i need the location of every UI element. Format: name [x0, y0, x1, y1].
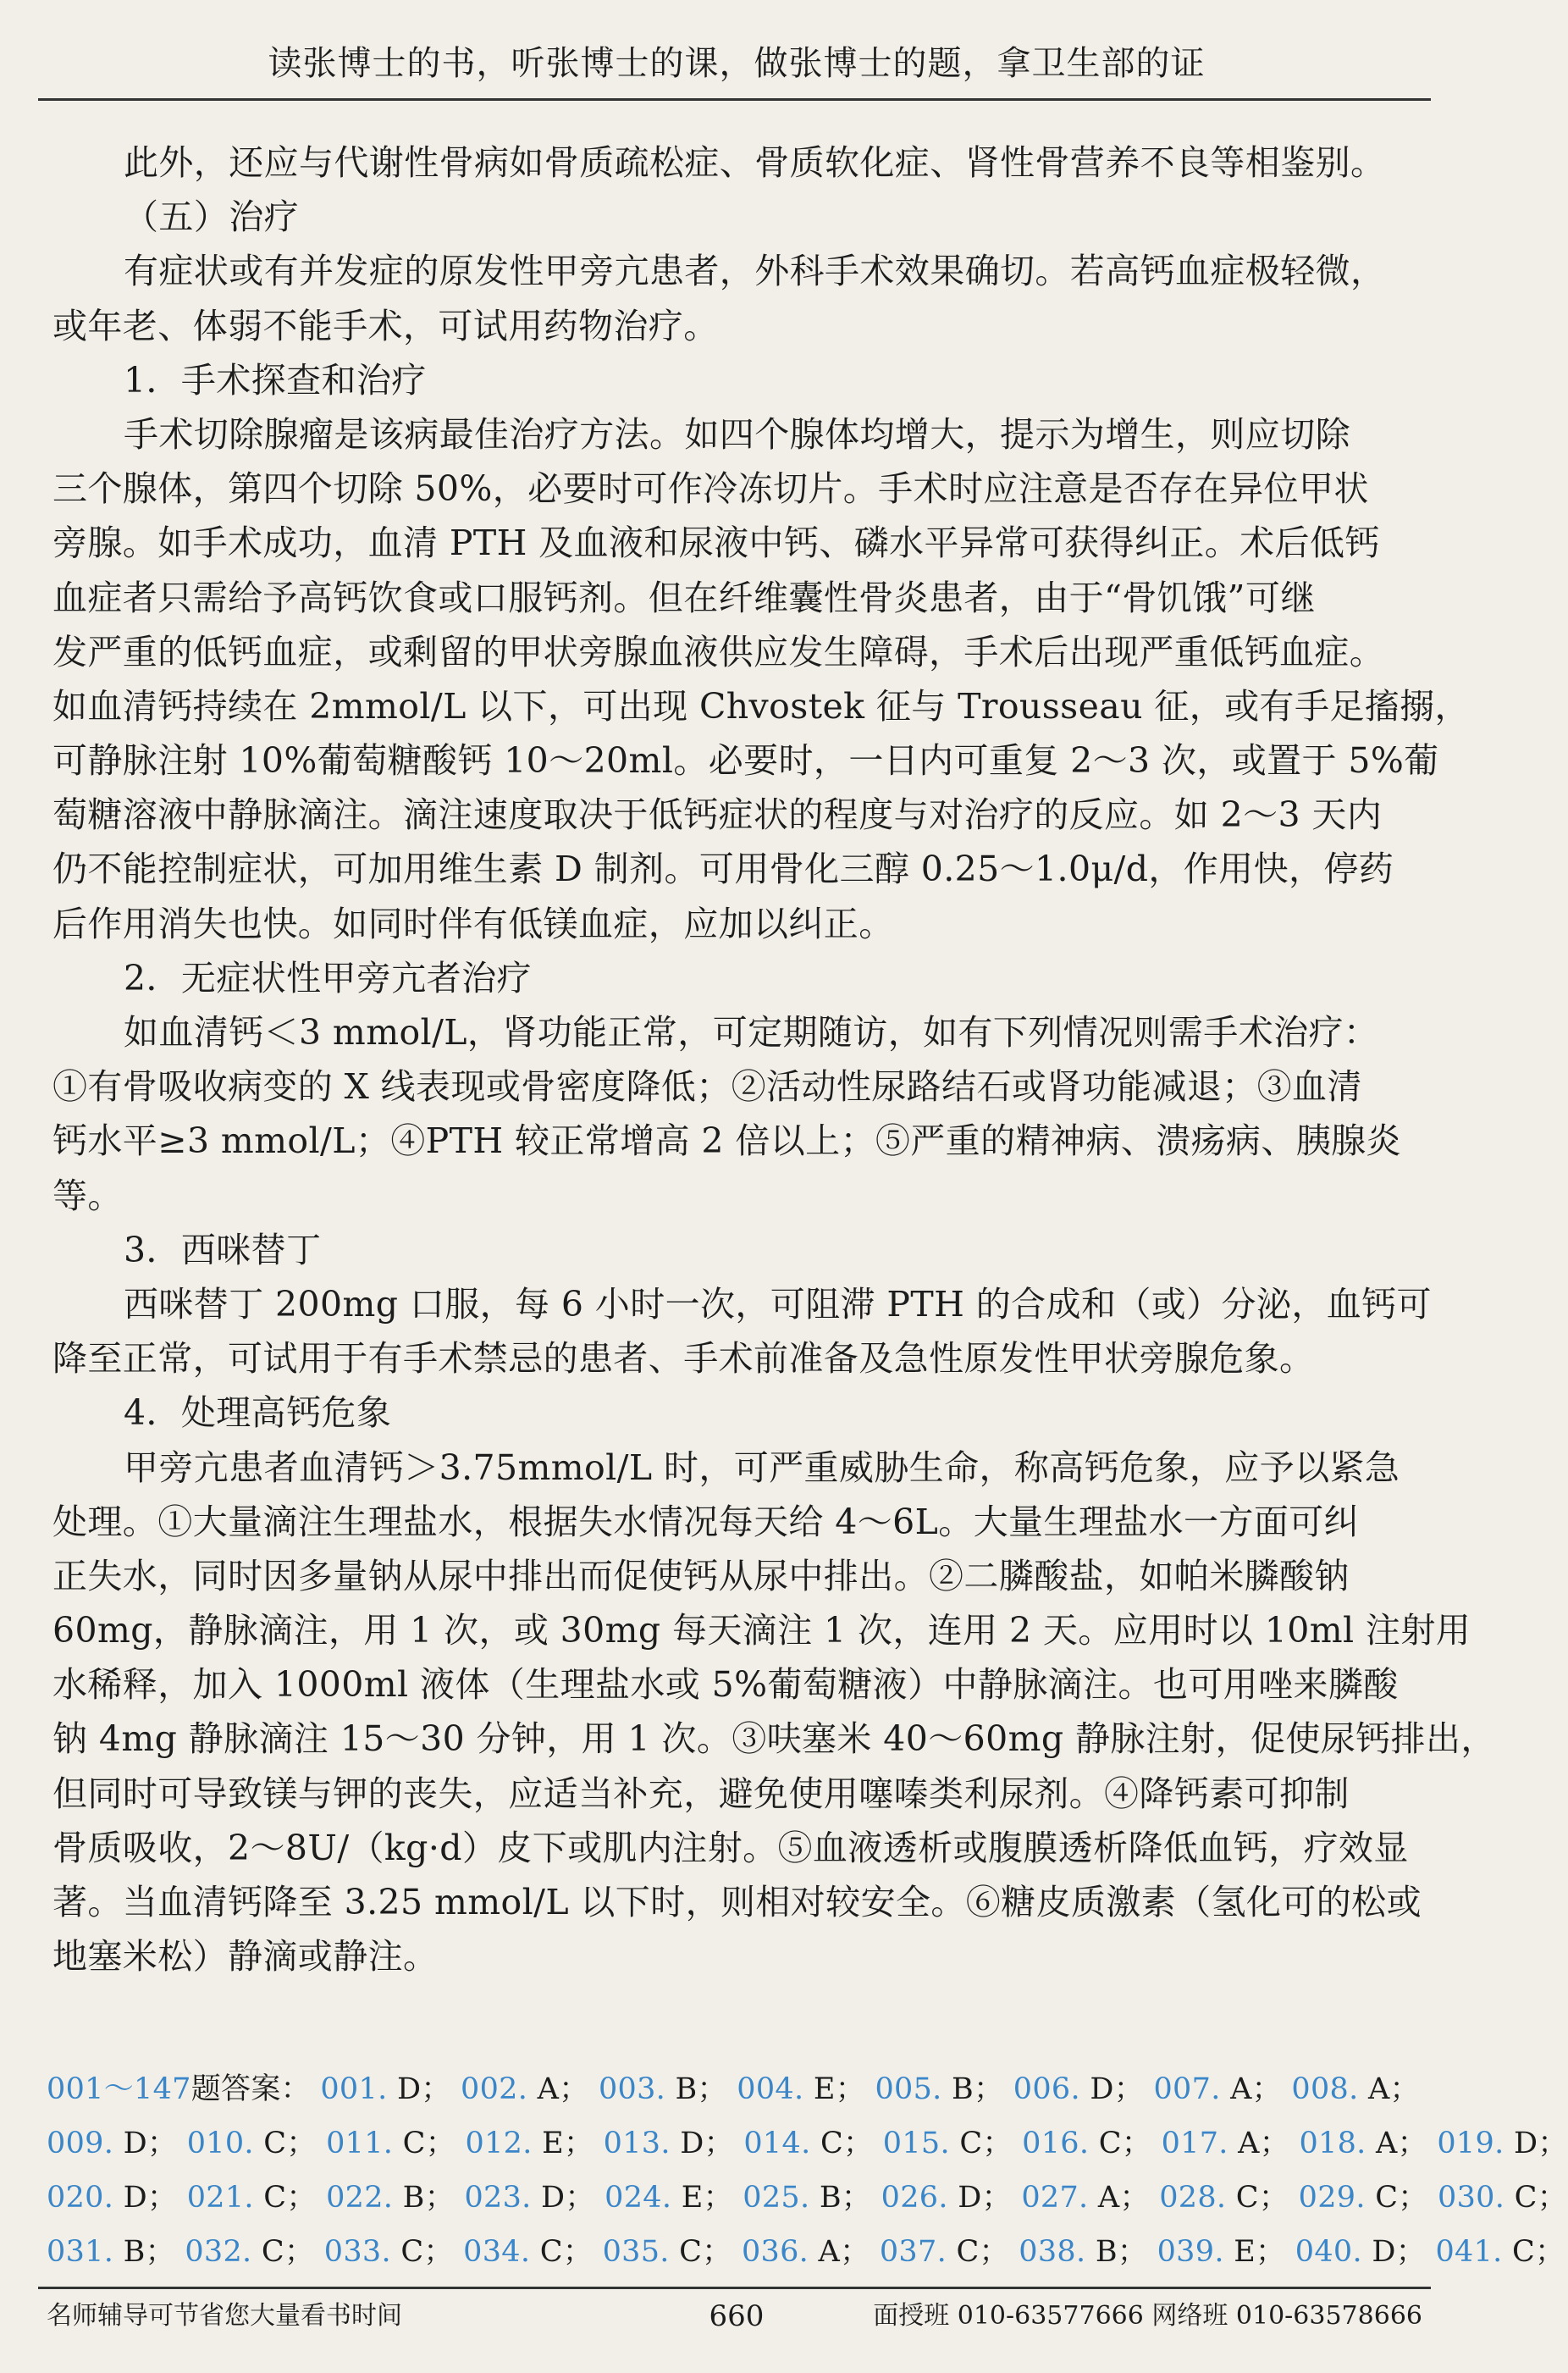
- text-line: 骨质吸收，2～8U/（kg·d）皮下或肌内注射。⑤血液透析或腹膜透析降低血钙，疗效显: [52, 1827, 1409, 1868]
- question-number: 033.: [323, 2235, 391, 2269]
- footer-contact: 面授班 010-63577666 网络班 010-63578666: [873, 2301, 1422, 2331]
- question-number: 008.: [1291, 2072, 1359, 2106]
- question-number: 012.: [465, 2127, 533, 2160]
- running-header: 读张博士的书，听张博士的课，做张博士的题，拿卫生部的证: [268, 44, 1206, 83]
- question-number: 004.: [737, 2072, 804, 2106]
- answer-letter: C: [261, 2235, 285, 2269]
- question-number: 014.: [743, 2127, 811, 2160]
- answer-letter: C: [679, 2235, 703, 2269]
- question-number: 039.: [1157, 2235, 1224, 2269]
- answer-letter: E: [681, 2181, 704, 2215]
- question-number: 022.: [326, 2181, 394, 2215]
- question-number: 001.: [320, 2072, 388, 2106]
- answer-key: [47, 2062, 1568, 2279]
- answer-letter: B: [402, 2181, 425, 2215]
- text-line: 发严重的低钙血症，或剩留的甲状旁腺血液供应发生障碍，手术后出现严重低钙血症。: [52, 631, 1385, 672]
- text-line: 后作用消失也快。如同时伴有低镁血症，应加以纠正。: [52, 903, 894, 944]
- text-line: 旁腺。如手术成功，血清 PTH 及血液和尿液中钙、磷水平异常可获得纠正。术后低钙: [52, 523, 1380, 564]
- question-number: 036.: [741, 2235, 809, 2269]
- answer-letter: D: [1090, 2072, 1114, 2106]
- answer-letter: C: [263, 2127, 287, 2160]
- text-line: 此外，还应与代谢性骨病如骨质疏松症、骨质软化症、肾性骨营养不良等相鉴别。: [124, 142, 1386, 183]
- text-line: 等。: [52, 1175, 123, 1216]
- question-number: 031.: [47, 2235, 114, 2269]
- answer-letter: A: [1367, 2072, 1390, 2106]
- text-line: 三个腺体，第四个切除 50%，必要时可作冷冻切片。手术时应注意是否存在异位甲状: [52, 468, 1369, 510]
- answer-letter: C: [1514, 2181, 1538, 2215]
- question-number: 017.: [1161, 2127, 1228, 2160]
- footer-rule: [38, 2287, 1431, 2289]
- text-line: 但同时可导致镁与钾的丧失，应适当补充，避免使用噻嗪类利尿剂。④降钙素可抑制: [52, 1773, 1350, 1814]
- answer-range: 001～147: [47, 2072, 191, 2106]
- question-number: 020.: [47, 2181, 114, 2215]
- question-number: 025.: [743, 2181, 810, 2215]
- page-number: 660: [709, 2299, 765, 2333]
- text-line: 有症状或有并发症的原发性甲旁亢患者，外科手术效果确切。若高钙血症极轻微，: [124, 251, 1386, 292]
- answer-letter: C: [263, 2181, 287, 2215]
- question-number: 041.: [1435, 2235, 1503, 2269]
- answer-letter: E: [542, 2127, 564, 2160]
- question-number: 027.: [1021, 2181, 1089, 2215]
- body-text: [52, 136, 1496, 1983]
- question-number: 030.: [1438, 2181, 1505, 2215]
- answer-letter: A: [1376, 2127, 1398, 2160]
- answer-row: 009. D； 010. C； 011. C； 012. E； 013. D； 014. C； 015. C； 016. C； 017. A； 018. A； 019. D；: [47, 2127, 1568, 2160]
- text-line: 可静脉注射 10%葡萄糖酸钙 10～20ml。必要时，一日内可重复 2～3 次，或置于 5%葡: [52, 740, 1439, 782]
- answer-letter: C: [1375, 2181, 1399, 2215]
- answer-label: 题答案：: [190, 2072, 311, 2106]
- text-line: 西咪替丁 200mg 口服，每 6 小时一次，可阻滞 PTH 的合成和（或）分泌，血钙可: [124, 1283, 1432, 1325]
- question-number: 007.: [1153, 2072, 1221, 2106]
- question-number: 018.: [1299, 2127, 1366, 2160]
- answer-letter: B: [675, 2072, 698, 2106]
- text-line: 钠 4mg 静脉滴注 15～30 分钟，用 1 次。③呋塞米 40～60mg 静脉注射，促使尿钙排出，: [52, 1718, 1496, 1760]
- question-number: 010.: [186, 2127, 254, 2160]
- text-line: 萄糖溶液中静脉滴注。滴注速度取决于低钙症状的程度与对治疗的反应。如 2～3 天内: [52, 794, 1383, 836]
- answer-row: 031. B； 032. C； 033. C； 034. C； 035. C； 036. A； 037. C； 038. B； 039. E； 040. D； 041. C；: [47, 2235, 1565, 2269]
- text-line: （五）治疗: [124, 196, 299, 238]
- answer-letter: C: [956, 2235, 980, 2269]
- question-number: 009.: [47, 2127, 114, 2160]
- question-number: 024.: [605, 2181, 672, 2215]
- question-number: 016.: [1022, 2127, 1090, 2160]
- text-line: 60mg，静脉滴注，用 1 次，或 30mg 每天滴注 1 次，连用 2 天。应用时以 10ml 注射用: [52, 1610, 1471, 1651]
- question-number: 037.: [879, 2235, 947, 2269]
- question-number: 013.: [603, 2127, 671, 2160]
- answer-letter: C: [400, 2235, 424, 2269]
- question-number: 019.: [1437, 2127, 1505, 2160]
- question-number: 002.: [461, 2072, 528, 2106]
- text-line: 钙水平≥3 mmol/L；④PTH 较正常增高 2 倍以上；⑤严重的精神病、溃疡病、胰腺炎: [52, 1120, 1401, 1162]
- answer-letter: B: [819, 2181, 842, 2215]
- header-rule: [38, 98, 1431, 101]
- answer-letter: B: [123, 2235, 146, 2269]
- answer-letter: E: [813, 2072, 836, 2106]
- answer-letter: B: [952, 2072, 974, 2106]
- question-number: 003.: [598, 2072, 666, 2106]
- text-line: 水稀释，加入 1000ml 液体（生理盐水或 5%葡萄糖液）中静脉滴注。也可用唑来膦酸: [52, 1664, 1399, 1706]
- text-line: 正失水，同时因多量钠从尿中排出而促使钙从尿中排出。②二膦酸盐，如帕米膦酸钠: [52, 1555, 1350, 1596]
- question-number: 028.: [1159, 2181, 1227, 2215]
- answer-letter: A: [1097, 2181, 1120, 2215]
- text-line: 地塞米松）静滴或静注。: [52, 1936, 439, 1978]
- answer-letter: D: [123, 2181, 147, 2215]
- answer-letter: C: [539, 2235, 563, 2269]
- question-number: 029.: [1298, 2181, 1366, 2215]
- answer-letter: D: [123, 2127, 147, 2160]
- question-number: 015.: [882, 2127, 950, 2160]
- text-line: 手术切除腺瘤是该病最佳治疗方法。如四个腺体均增大，提示为增生，则应切除: [124, 413, 1350, 455]
- answer-letter: A: [1230, 2072, 1252, 2106]
- answer-letter: C: [1235, 2181, 1259, 2215]
- text-line: 降至正常，可试用于有手术禁忌的患者、手术前准备及急性原发性甲状旁腺危象。: [52, 1338, 1315, 1380]
- answer-row: 001～147题答案： 001. D； 002. A； 003. B； 004. E； 005. B； 006. D； 007. A； 008. A；: [47, 2072, 1420, 2106]
- question-number: 034.: [463, 2235, 531, 2269]
- text-line: 如血清钙持续在 2mmol/L 以下，可出现 Chvostek 征与 Trousseau 征，或有手足搐搦，: [52, 685, 1470, 727]
- footer-slogan: 名师辅导可节省您大量看书时间: [47, 2301, 402, 2331]
- answer-letter: A: [1238, 2127, 1260, 2160]
- question-number: 011.: [326, 2127, 394, 2160]
- answer-letter: C: [1512, 2235, 1536, 2269]
- answer-letter: D: [541, 2181, 566, 2215]
- question-number: 023.: [464, 2181, 532, 2215]
- text-line: 甲旁亢患者血清钙＞3.75mmol/L 时，可严重威胁生命，称高钙危象，应予以紧急: [124, 1446, 1400, 1488]
- text-line: 著。当血清钙降至 3.25 mmol/L 以下时，则相对较安全。⑥糖皮质激素（氢化可的松或: [52, 1882, 1422, 1922]
- answer-letter: C: [402, 2127, 426, 2160]
- question-number: 006.: [1013, 2072, 1080, 2106]
- answer-letter: A: [537, 2072, 560, 2106]
- text-line: 4．处理高钙危象: [124, 1392, 392, 1434]
- question-number: 035.: [602, 2235, 670, 2269]
- answer-letter: D: [396, 2072, 422, 2106]
- answer-letter: D: [1372, 2235, 1396, 2269]
- answer-letter: B: [1095, 2235, 1118, 2269]
- text-line: 血症者只需给予高钙饮食或口服钙剂。但在纤维囊性骨炎患者，由于“骨饥饿”可继: [52, 577, 1316, 618]
- text-line: ①有骨吸收病变的 X 线表现或骨密度降低；②活动性尿路结石或肾功能减退；③血清: [52, 1066, 1362, 1108]
- answer-letter: D: [958, 2181, 982, 2215]
- text-line: 3．西咪替丁: [124, 1229, 322, 1270]
- text-line: 1．手术探查和治疗: [124, 359, 427, 401]
- answer-letter: D: [1513, 2127, 1538, 2160]
- question-number: 032.: [185, 2235, 252, 2269]
- question-number: 026.: [881, 2181, 948, 2215]
- question-number: 005.: [875, 2072, 942, 2106]
- question-number: 021.: [186, 2181, 254, 2215]
- answer-row: 020. D； 021. C； 022. B； 023. D； 024. E； 025. B； 026. D； 027. A； 028. C； 029. C； 030. C；: [47, 2181, 1568, 2215]
- text-line: 仍不能控制症状，可加用维生素 D 制剂。可用骨化三醇 0.25～1.0μ/d，作用快，停药: [52, 849, 1394, 890]
- answer-letter: C: [1098, 2127, 1122, 2160]
- answer-letter: D: [680, 2127, 704, 2160]
- question-number: 038.: [1019, 2235, 1086, 2269]
- question-number: 040.: [1295, 2235, 1362, 2269]
- text-line: 如血清钙＜3 mmol/L，肾功能正常，可定期随访，如有下列情况则需手术治疗：: [124, 1012, 1379, 1053]
- answer-letter: C: [820, 2127, 844, 2160]
- text-line: 2．无症状性甲旁亢者治疗: [124, 957, 532, 998]
- answer-letter: A: [818, 2235, 841, 2269]
- answer-letter: E: [1234, 2235, 1256, 2269]
- answer-letter: C: [959, 2127, 983, 2160]
- text-line: 处理。①大量滴注生理盐水，根据失水情况每天给 4～6L。大量生理盐水一方面可纠: [52, 1501, 1360, 1542]
- text-line: 或年老、体弱不能手术，可试用药物治疗。: [52, 305, 719, 346]
